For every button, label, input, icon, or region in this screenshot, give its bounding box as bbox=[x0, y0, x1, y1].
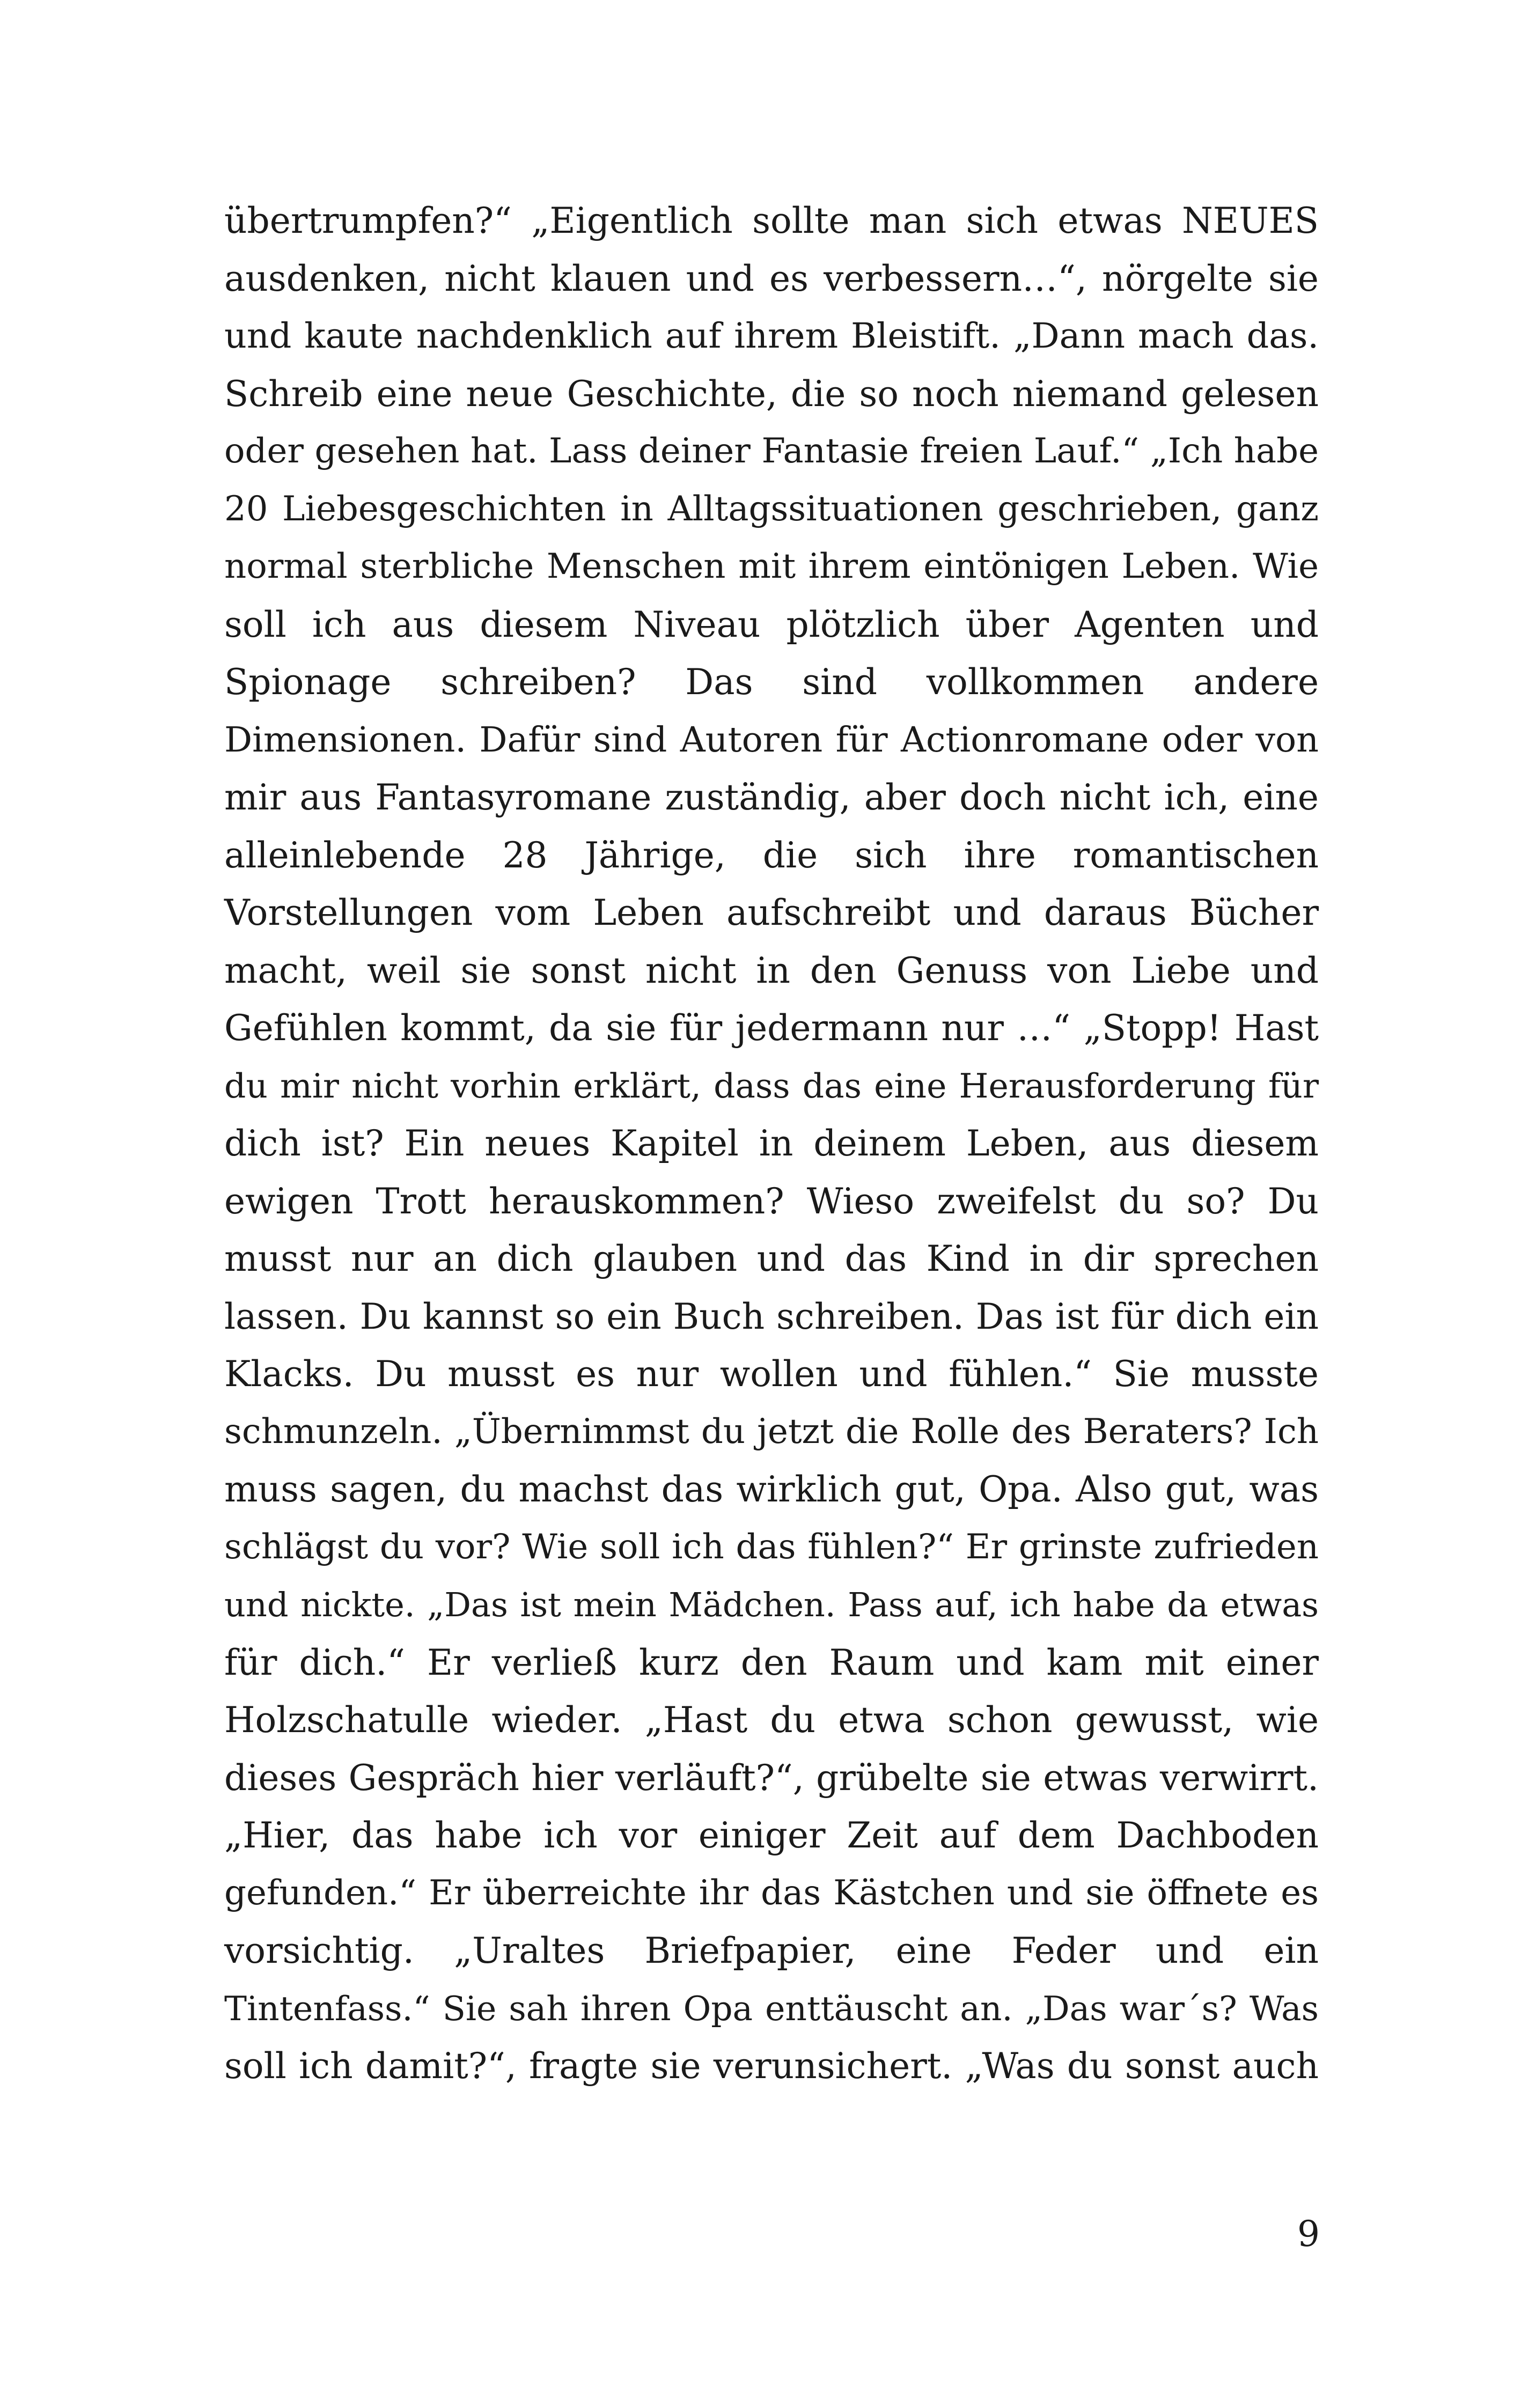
text-line: lassen. Du kannst so ein Buch schreiben. Das ist für dich ein bbox=[224, 1295, 1319, 1337]
text-line: dieses Gespräch hier verläuft?“, grübelte sie etwas verwirrt. bbox=[224, 1757, 1319, 1799]
text-line: und kaute nachdenklich auf ihrem Bleistift. „Dann mach das. bbox=[224, 316, 1319, 356]
text-line: übertrumpfen?“ „Eigentlich sollte man sich etwas NEUES bbox=[224, 200, 1319, 241]
text-line: vorsichtig. „Uraltes Briefpapier, eine Feder und ein bbox=[224, 1930, 1319, 1971]
text-line: Schreib eine neue Geschichte, die so noch niemand gelesen bbox=[224, 373, 1319, 415]
text-line: schlägst du vor? Wie soll ich das fühlen?“ Er grinste zufrieden bbox=[224, 1527, 1319, 1567]
text-line: 20 Liebesgeschichten in Alltagssituationen geschrieben, ganz bbox=[224, 489, 1319, 529]
text-line: Holzschatulle wieder. „Hast du etwa schon gewusst, wie bbox=[224, 1699, 1319, 1741]
text-line: Gefühlen kommt, da sie für jedermann nur …“ „Stopp! Hast bbox=[224, 1007, 1319, 1049]
body-text bbox=[224, 192, 1319, 2095]
text-line: soll ich damit?“, fragte sie verunsichert. „Was du sonst auch bbox=[224, 2045, 1319, 2087]
text-line: macht, weil sie sonst nicht in den Genuss von Liebe und bbox=[224, 949, 1319, 991]
text-line: Vorstellungen vom Leben aufschreibt und daraus Bücher bbox=[224, 892, 1319, 933]
text-line: alleinlebende 28 Jährige, die sich ihre romantischen bbox=[224, 834, 1319, 876]
text-line: ausdenken, nicht klauen und es verbessern…“, nörgelte sie bbox=[224, 257, 1319, 299]
text-line: musst nur an dich glauben und das Kind in dir sprechen bbox=[224, 1238, 1319, 1279]
text-line: ewigen Trott herauskommen? Wieso zweifelst du so? Du bbox=[224, 1180, 1319, 1222]
text-line: „Hier, das habe ich vor einiger Zeit auf dem Dachboden bbox=[224, 1815, 1319, 1856]
text-line: schmunzeln. „Übernimmst du jetzt die Rolle des Beraters? Ich bbox=[224, 1411, 1319, 1452]
text-line: Klacks. Du musst es nur wollen und fühlen.“ Sie musste bbox=[224, 1353, 1319, 1395]
text-line: muss sagen, du machst das wirklich gut, Opa. Also gut, was bbox=[224, 1469, 1319, 1510]
text-line: mir aus Fantasyromane zuständig, aber doch nicht ich, eine bbox=[224, 777, 1319, 818]
text-line: und nickte. „Das ist mein Mädchen. Pass auf, ich habe da etwas bbox=[224, 1585, 1319, 1624]
text-line: Tintenfass.“ Sie sah ihren Opa enttäuscht an. „Das war´s? Was bbox=[224, 1989, 1319, 2028]
text-line: für dich.“ Er verließ kurz den Raum und kam mit einer bbox=[224, 1641, 1319, 1683]
text-line: Dimensionen. Dafür sind Autoren für Actionromane oder von bbox=[224, 719, 1319, 760]
text-line: du mir nicht vorhin erklärt, dass das eine Herausforderung für bbox=[224, 1066, 1319, 1106]
text-line: dich ist? Ein neues Kapitel in deinem Leben, aus diesem bbox=[224, 1123, 1319, 1164]
text-line: gefunden.“ Er überreichte ihr das Kästchen und sie öffnete es bbox=[224, 1873, 1319, 1913]
text-line: soll ich aus diesem Niveau plötzlich über Agenten und bbox=[224, 603, 1319, 645]
page-number: 9 bbox=[1297, 2213, 1320, 2255]
text-line: oder gesehen hat. Lass deiner Fantasie freien Lauf.“ „Ich habe bbox=[224, 431, 1319, 471]
text-line: normal sterbliche Menschen mit ihrem eintönigen Leben. Wie bbox=[224, 547, 1319, 586]
text-line: Spionage schreiben? Das sind vollkommen andere bbox=[224, 661, 1319, 703]
